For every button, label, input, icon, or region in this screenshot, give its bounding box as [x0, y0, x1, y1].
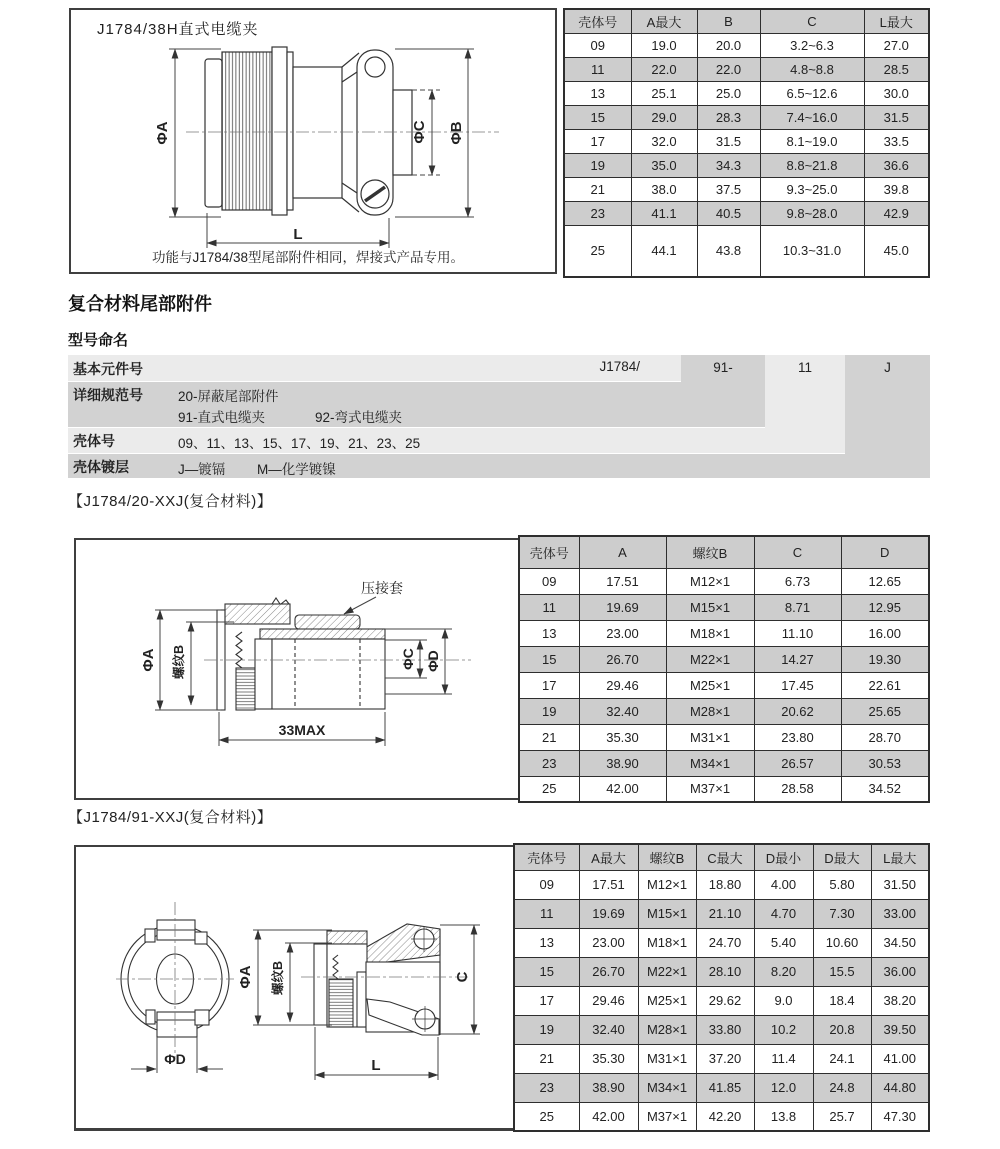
sectioned-shell — [327, 931, 367, 944]
table-cell: 25 — [514, 1102, 579, 1131]
table-cell: M31×1 — [638, 1044, 696, 1073]
knurled-ring — [236, 668, 255, 710]
naming-row-spec-label: 详细规范号 — [73, 387, 143, 403]
side-view — [314, 924, 440, 1035]
table-cell: 12.95 — [841, 594, 929, 620]
dim-label-l: L — [293, 226, 303, 243]
table-cell: 09 — [514, 870, 579, 899]
dimension-table-20 — [518, 535, 930, 803]
table-cell: M28×1 — [638, 1015, 696, 1044]
table-cell: M12×1 — [666, 568, 754, 594]
table-row — [564, 81, 929, 105]
table-cell: 38.20 — [871, 986, 929, 1015]
table-cell: 3.2~6.3 — [760, 33, 864, 57]
table-cell: 32.40 — [579, 698, 666, 724]
table-cell: 30.53 — [841, 750, 929, 776]
table-cell: 33.5 — [864, 129, 929, 153]
dim-label-phi-a: ΦA — [154, 121, 171, 145]
naming-row-base — [68, 355, 681, 381]
code-spec-value: 91- — [713, 360, 733, 375]
table-row — [519, 672, 929, 698]
table-cell: 6.5~12.6 — [760, 81, 864, 105]
table-cell: 09 — [564, 33, 631, 57]
table-cell: 19.0 — [631, 33, 697, 57]
column-header: A — [579, 536, 666, 568]
table-cell: M34×1 — [666, 750, 754, 776]
table-cell: 22.61 — [841, 672, 929, 698]
table-cell: 47.30 — [871, 1102, 929, 1131]
table-cell: 4.00 — [754, 870, 813, 899]
body-tube — [293, 67, 342, 198]
table-cell: 15 — [519, 646, 579, 672]
dim-label-thread-b: 螺纹B — [271, 960, 285, 996]
spec-option-91: 91-直式电缆夹 — [178, 410, 266, 425]
table-cell: 23.80 — [754, 724, 841, 750]
table-cell: 11 — [514, 899, 579, 928]
table-cell: 20.62 — [754, 698, 841, 724]
table-cell: 34.3 — [697, 153, 760, 177]
table-cell: 38.90 — [579, 1073, 638, 1102]
page-heading: 复合材料尾部附件 — [68, 294, 212, 314]
table-cell: 39.8 — [864, 177, 929, 201]
table-cell: 25 — [564, 225, 631, 277]
table-cell: 25 — [519, 776, 579, 802]
dim-label-phi-c: ΦC — [400, 648, 416, 670]
table-cell: 17.51 — [579, 568, 666, 594]
table-row — [564, 33, 929, 57]
table-cell: 42.9 — [864, 201, 929, 225]
flange — [272, 47, 287, 215]
table-cell: 23 — [514, 1073, 579, 1102]
table-cell: 28.58 — [754, 776, 841, 802]
table-cell: 42.20 — [696, 1102, 754, 1131]
table-cell: 26.70 — [579, 957, 638, 986]
table-cell: 7.30 — [813, 899, 871, 928]
table-cell: 26.57 — [754, 750, 841, 776]
table-cell: 8.20 — [754, 957, 813, 986]
table-cell: 14.27 — [754, 646, 841, 672]
table-cell: 37.20 — [696, 1044, 754, 1073]
table-cell: 4.8~8.8 — [760, 57, 864, 81]
table-cell: 9.3~25.0 — [760, 177, 864, 201]
sleeve-leader-line — [344, 597, 376, 614]
column-header: A最大 — [579, 844, 638, 870]
shielded-tail-accessory-drawing — [76, 540, 516, 798]
table-cell: M37×1 — [666, 776, 754, 802]
table-cell: 9.8~28.0 — [760, 201, 864, 225]
table-cell: M31×1 — [666, 724, 754, 750]
naming-subheading: 型号命名 — [68, 332, 129, 349]
table-cell: 35.0 — [631, 153, 697, 177]
table-cell: 21 — [564, 177, 631, 201]
column-header: 壳体号 — [564, 9, 631, 33]
table-cell: 19 — [519, 698, 579, 724]
table-cell: 23 — [564, 201, 631, 225]
table-cell: M12×1 — [638, 870, 696, 899]
table-cell: 12.0 — [754, 1073, 813, 1102]
table-row — [564, 57, 929, 81]
table-cell: 42.00 — [579, 1102, 638, 1131]
thread-zigzag — [236, 632, 242, 668]
table-cell: 11 — [519, 594, 579, 620]
table-cell: M25×1 — [666, 672, 754, 698]
section-38h-title: J1784/38H直式电缆夹 — [97, 21, 259, 38]
table-cell: 32.40 — [579, 1015, 638, 1044]
table-cell: 15 — [514, 957, 579, 986]
table-cell: 28.3 — [697, 105, 760, 129]
table-cell: 34.52 — [841, 776, 929, 802]
table-cell: 17.45 — [754, 672, 841, 698]
table-cell: M15×1 — [666, 594, 754, 620]
table-cell: M18×1 — [666, 620, 754, 646]
header-row — [519, 536, 929, 568]
column-header: D — [841, 536, 929, 568]
naming-row-base-label: 基本元件号 — [73, 361, 143, 377]
table-cell: 25.65 — [841, 698, 929, 724]
plating-option-m: M—化学镀镍 — [257, 462, 336, 477]
table-cell: 18.4 — [813, 986, 871, 1015]
table-cell: 28.70 — [841, 724, 929, 750]
sectioned-shell — [225, 604, 290, 624]
table-cell: 24.8 — [813, 1073, 871, 1102]
table-cell: 20.8 — [813, 1015, 871, 1044]
table-cell: 35.30 — [579, 1044, 638, 1073]
column-header: 螺纹B — [666, 536, 754, 568]
model-naming-table — [68, 355, 930, 478]
table-row — [564, 129, 929, 153]
table-cell: 12.65 — [841, 568, 929, 594]
table-cell: 28.5 — [864, 57, 929, 81]
front-cap — [314, 944, 327, 1025]
straight-cable-clamp-side-drawing — [71, 10, 555, 272]
table-cell: 10.3~31.0 — [760, 225, 864, 277]
table-cell: 42.00 — [579, 776, 666, 802]
table-cell: 11.10 — [754, 620, 841, 646]
table-cell: 13 — [519, 620, 579, 646]
header-row — [564, 9, 929, 33]
flange — [357, 972, 366, 1027]
table-cell: 25.0 — [697, 81, 760, 105]
table-row — [514, 1015, 929, 1044]
table-cell: 44.1 — [631, 225, 697, 277]
table-cell: 19.30 — [841, 646, 929, 672]
table-cell: 17.51 — [579, 870, 638, 899]
table-cell: 8.8~21.8 — [760, 153, 864, 177]
crimp-sleeve — [295, 615, 360, 629]
dim-label-phi-a: ΦA — [237, 965, 254, 989]
dim-label-c: C — [454, 971, 471, 983]
naming-row-plating-label: 壳体镀层 — [73, 459, 129, 475]
column-header: A最大 — [631, 9, 697, 33]
table-row — [514, 1073, 929, 1102]
table-cell: 24.1 — [813, 1044, 871, 1073]
table-cell: 25.7 — [813, 1102, 871, 1131]
table-cell: 11.4 — [754, 1044, 813, 1073]
table-row — [514, 899, 929, 928]
table-cell: 31.5 — [697, 129, 760, 153]
table-row — [519, 620, 929, 646]
table-cell: 6.73 — [754, 568, 841, 594]
table-cell: 15.5 — [813, 957, 871, 986]
table-row — [514, 957, 929, 986]
column-header: 壳体号 — [514, 844, 579, 870]
dim-label-thread-b: 螺纹B — [172, 644, 186, 680]
table-row — [564, 177, 929, 201]
table-cell: 28.10 — [696, 957, 754, 986]
table-cell: 10.2 — [754, 1015, 813, 1044]
table-cell: 41.00 — [871, 1044, 929, 1073]
table-row — [514, 870, 929, 899]
table-cell: 30.0 — [864, 81, 929, 105]
table-cell: 8.1~19.0 — [760, 129, 864, 153]
column-header: L最大 — [871, 844, 929, 870]
table-cell: 31.50 — [871, 870, 929, 899]
table-cell: 36.00 — [871, 957, 929, 986]
table-row — [519, 776, 929, 802]
table-cell: 38.90 — [579, 750, 666, 776]
column-header: C最大 — [696, 844, 754, 870]
table-cell: 44.80 — [871, 1073, 929, 1102]
table-cell: 40.5 — [697, 201, 760, 225]
table-cell: 17 — [514, 986, 579, 1015]
table-cell: 09 — [519, 568, 579, 594]
table-cell: 8.71 — [754, 594, 841, 620]
straight-cable-clamp-91-drawing — [76, 847, 511, 1129]
table-cell: M28×1 — [666, 698, 754, 724]
table-cell: 9.0 — [754, 986, 813, 1015]
header-row — [514, 844, 929, 870]
table-cell: 13 — [514, 928, 579, 957]
column-header: D最大 — [813, 844, 871, 870]
naming-row-plating — [68, 454, 930, 478]
table-cell: 17 — [564, 129, 631, 153]
table-cell: M25×1 — [638, 986, 696, 1015]
section-91-title: 【J1784/91-XXJ(复合材料)】 — [68, 809, 273, 826]
table-row — [519, 568, 929, 594]
table-cell: M37×1 — [638, 1102, 696, 1131]
rear-tube — [393, 90, 412, 175]
naming-row-shell — [68, 428, 845, 453]
code-shell-value: 11 — [797, 360, 812, 375]
ear-hole — [365, 57, 385, 77]
shell-sizes-list: 09、11、13、15、17、19、21、23、25 — [178, 436, 421, 451]
table-cell: 29.46 — [579, 986, 638, 1015]
table-cell: 16.00 — [841, 620, 929, 646]
table-cell: 33.80 — [696, 1015, 754, 1044]
dim-label-phi-d: ΦD — [164, 1051, 186, 1067]
table-cell: M34×1 — [638, 1073, 696, 1102]
naming-row-spec — [68, 382, 681, 427]
table-cell: 22.0 — [697, 57, 760, 81]
main-tube — [272, 639, 385, 709]
table-cell: 27.0 — [864, 33, 929, 57]
flange — [255, 639, 272, 709]
table-cell: 19.69 — [579, 594, 666, 620]
plating-option-j: J—镀镉 — [178, 462, 226, 477]
table-cell: M22×1 — [638, 957, 696, 986]
table-cell: 25.1 — [631, 81, 697, 105]
table-row — [519, 724, 929, 750]
table-cell: 23.00 — [579, 928, 638, 957]
dim-label-phi-c: ΦC — [411, 120, 428, 144]
table-cell: M22×1 — [666, 646, 754, 672]
section-38h-panel — [69, 8, 557, 274]
table-cell: 43.8 — [697, 225, 760, 277]
dim-label-l: L — [371, 1057, 381, 1074]
table-cell: 23.00 — [579, 620, 666, 646]
table-cell: 24.70 — [696, 928, 754, 957]
table-cell: 19 — [514, 1015, 579, 1044]
naming-row-shell-label: 壳体号 — [73, 433, 115, 449]
knurled-coupling-ring — [222, 52, 272, 210]
knurled-ring — [329, 979, 353, 1027]
section-38h-caption: 功能与J1784/38型尾部附件相同，焊接式产品专用。 — [151, 250, 465, 265]
table-cell: 37.5 — [697, 177, 760, 201]
table-cell: 32.0 — [631, 129, 697, 153]
table-cell: 39.50 — [871, 1015, 929, 1044]
code-col-spec — [681, 355, 765, 427]
column-header: L最大 — [864, 9, 929, 33]
column-header: C — [754, 536, 841, 568]
table-cell: 23 — [519, 750, 579, 776]
table-row — [519, 646, 929, 672]
table-cell: 13 — [564, 81, 631, 105]
dim-label-phi-d: ΦD — [425, 650, 441, 672]
table-cell: 21 — [519, 724, 579, 750]
table-cell: 21 — [514, 1044, 579, 1073]
table-cell: 35.30 — [579, 724, 666, 750]
table-cell: M15×1 — [638, 899, 696, 928]
table-cell: 10.60 — [813, 928, 871, 957]
table-cell: 22.0 — [631, 57, 697, 81]
table-row — [519, 698, 929, 724]
flange-lip — [287, 52, 293, 210]
table-cell: 19.69 — [579, 899, 638, 928]
dim-label-phi-a: ΦA — [140, 648, 157, 672]
table-cell: 34.50 — [871, 928, 929, 957]
table-cell: 5.80 — [813, 870, 871, 899]
table-cell: M18×1 — [638, 928, 696, 957]
crimp-sleeve-label: 压接套 — [361, 580, 403, 596]
table-row — [514, 986, 929, 1015]
table-row — [519, 594, 929, 620]
table-cell: 29.46 — [579, 672, 666, 698]
table-cell: 15 — [564, 105, 631, 129]
spec-option-92: 92-弯式电缆夹 — [315, 410, 403, 425]
table-cell: 4.70 — [754, 899, 813, 928]
connector-cap — [205, 59, 222, 207]
column-header: C — [760, 9, 864, 33]
table-cell: 33.00 — [871, 899, 929, 928]
section-20-title: 【J1784/20-XXJ(复合材料)】 — [68, 493, 273, 510]
table-cell: 41.1 — [631, 201, 697, 225]
table-cell: 29.0 — [631, 105, 697, 129]
dim-label-33max: 33MAX — [278, 722, 326, 738]
table-row — [514, 1044, 929, 1073]
table-cell: 19 — [564, 153, 631, 177]
table-cell: 31.5 — [864, 105, 929, 129]
table-cell: 45.0 — [864, 225, 929, 277]
spec-option-20: 20-屏蔽尾部附件 — [178, 389, 279, 404]
table-cell: 17 — [519, 672, 579, 698]
table-cell: 7.4~16.0 — [760, 105, 864, 129]
code-base-value: J1784/ — [599, 359, 640, 374]
table-cell: 18.80 — [696, 870, 754, 899]
column-header: 壳体号 — [519, 536, 579, 568]
sectioned-wall — [260, 629, 385, 639]
table-cell: 21.10 — [696, 899, 754, 928]
table-row — [564, 201, 929, 225]
column-header: 螺纹B — [638, 844, 696, 870]
column-header: B — [697, 9, 760, 33]
table-row — [514, 928, 929, 957]
table-cell: 29.62 — [696, 986, 754, 1015]
table-cell: 20.0 — [697, 33, 760, 57]
table-cell: 13.8 — [754, 1102, 813, 1131]
table-row — [564, 153, 929, 177]
column-header: D最小 — [754, 844, 813, 870]
code-plating-value: J — [884, 360, 891, 375]
table-cell: 36.6 — [864, 153, 929, 177]
table-cell: 41.85 — [696, 1073, 754, 1102]
table-cell: 11 — [564, 57, 631, 81]
table-row — [519, 750, 929, 776]
table-row — [564, 105, 929, 129]
table-row — [564, 225, 929, 277]
dimension-table-38h — [563, 8, 930, 278]
table-cell: 5.40 — [754, 928, 813, 957]
table-cell: 38.0 — [631, 177, 697, 201]
dim-label-phi-b: ΦB — [448, 121, 465, 145]
dimension-table-91 — [513, 843, 930, 1132]
table-cell: 26.70 — [579, 646, 666, 672]
table-row — [514, 1102, 929, 1131]
